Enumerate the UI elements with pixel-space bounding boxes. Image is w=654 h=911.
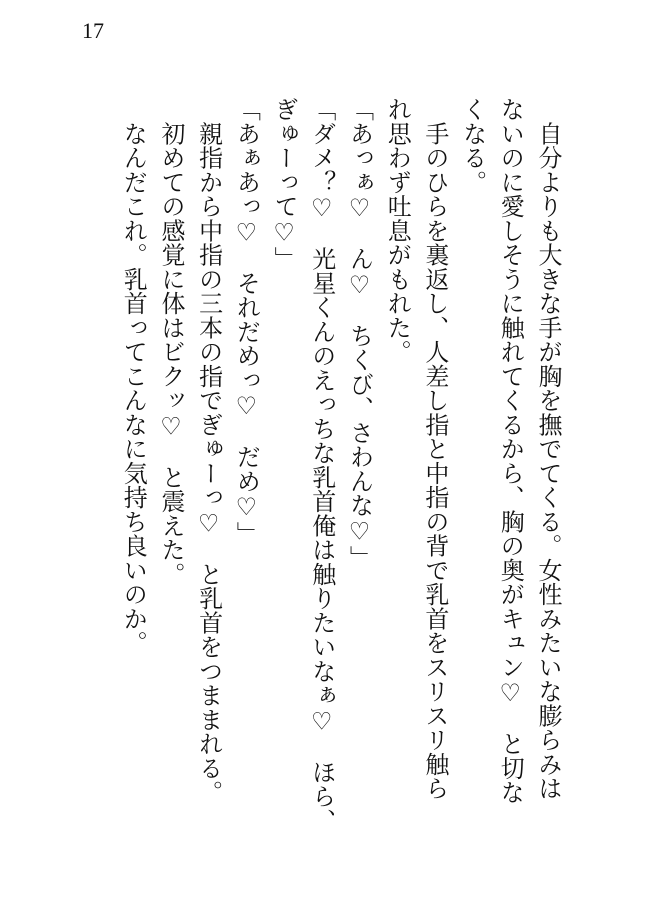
vertical-text-body — [114, 97, 566, 887]
text-line: 「あっぁ♡ ん♡ ちくび、さわんな♡」 — [345, 97, 374, 570]
text-line: 初めての感覚に体はビクッ♡ と震えた。 — [156, 97, 185, 586]
text-line: 「あぁあっ♡ それだめっ♡ だめ♡」 — [232, 97, 261, 546]
text-line: ぎゅーって♡」 — [270, 97, 299, 271]
text-line: 手のひらを裏返し、人差し指と中指の背で乳首をスリスリ触ら — [420, 97, 449, 801]
text-line: ないのに愛しそうに触れてくるから、胸の奥がキュン♡ と切な — [496, 97, 525, 805]
text-line: 自分よりも大きな手が胸を撫でてくる。女性みたいな膨らみは — [534, 97, 562, 801]
text-line: れ思わず吐息がもれた。 — [383, 97, 412, 364]
page-number: 17 — [82, 18, 104, 43]
text-line: くなる。 — [458, 97, 487, 194]
text-line: 親指から中指の三本の指でぎゅーっ♡ と乳首をつままれる。 — [194, 97, 223, 805]
text-line: なんだこれ。乳首ってこんなに気持ち良いのか。 — [119, 97, 148, 655]
text-line: 「ダメ？♡ 光星くんのえっちな乳首俺は触りたいなぁ♡ ほら、 — [307, 97, 336, 833]
